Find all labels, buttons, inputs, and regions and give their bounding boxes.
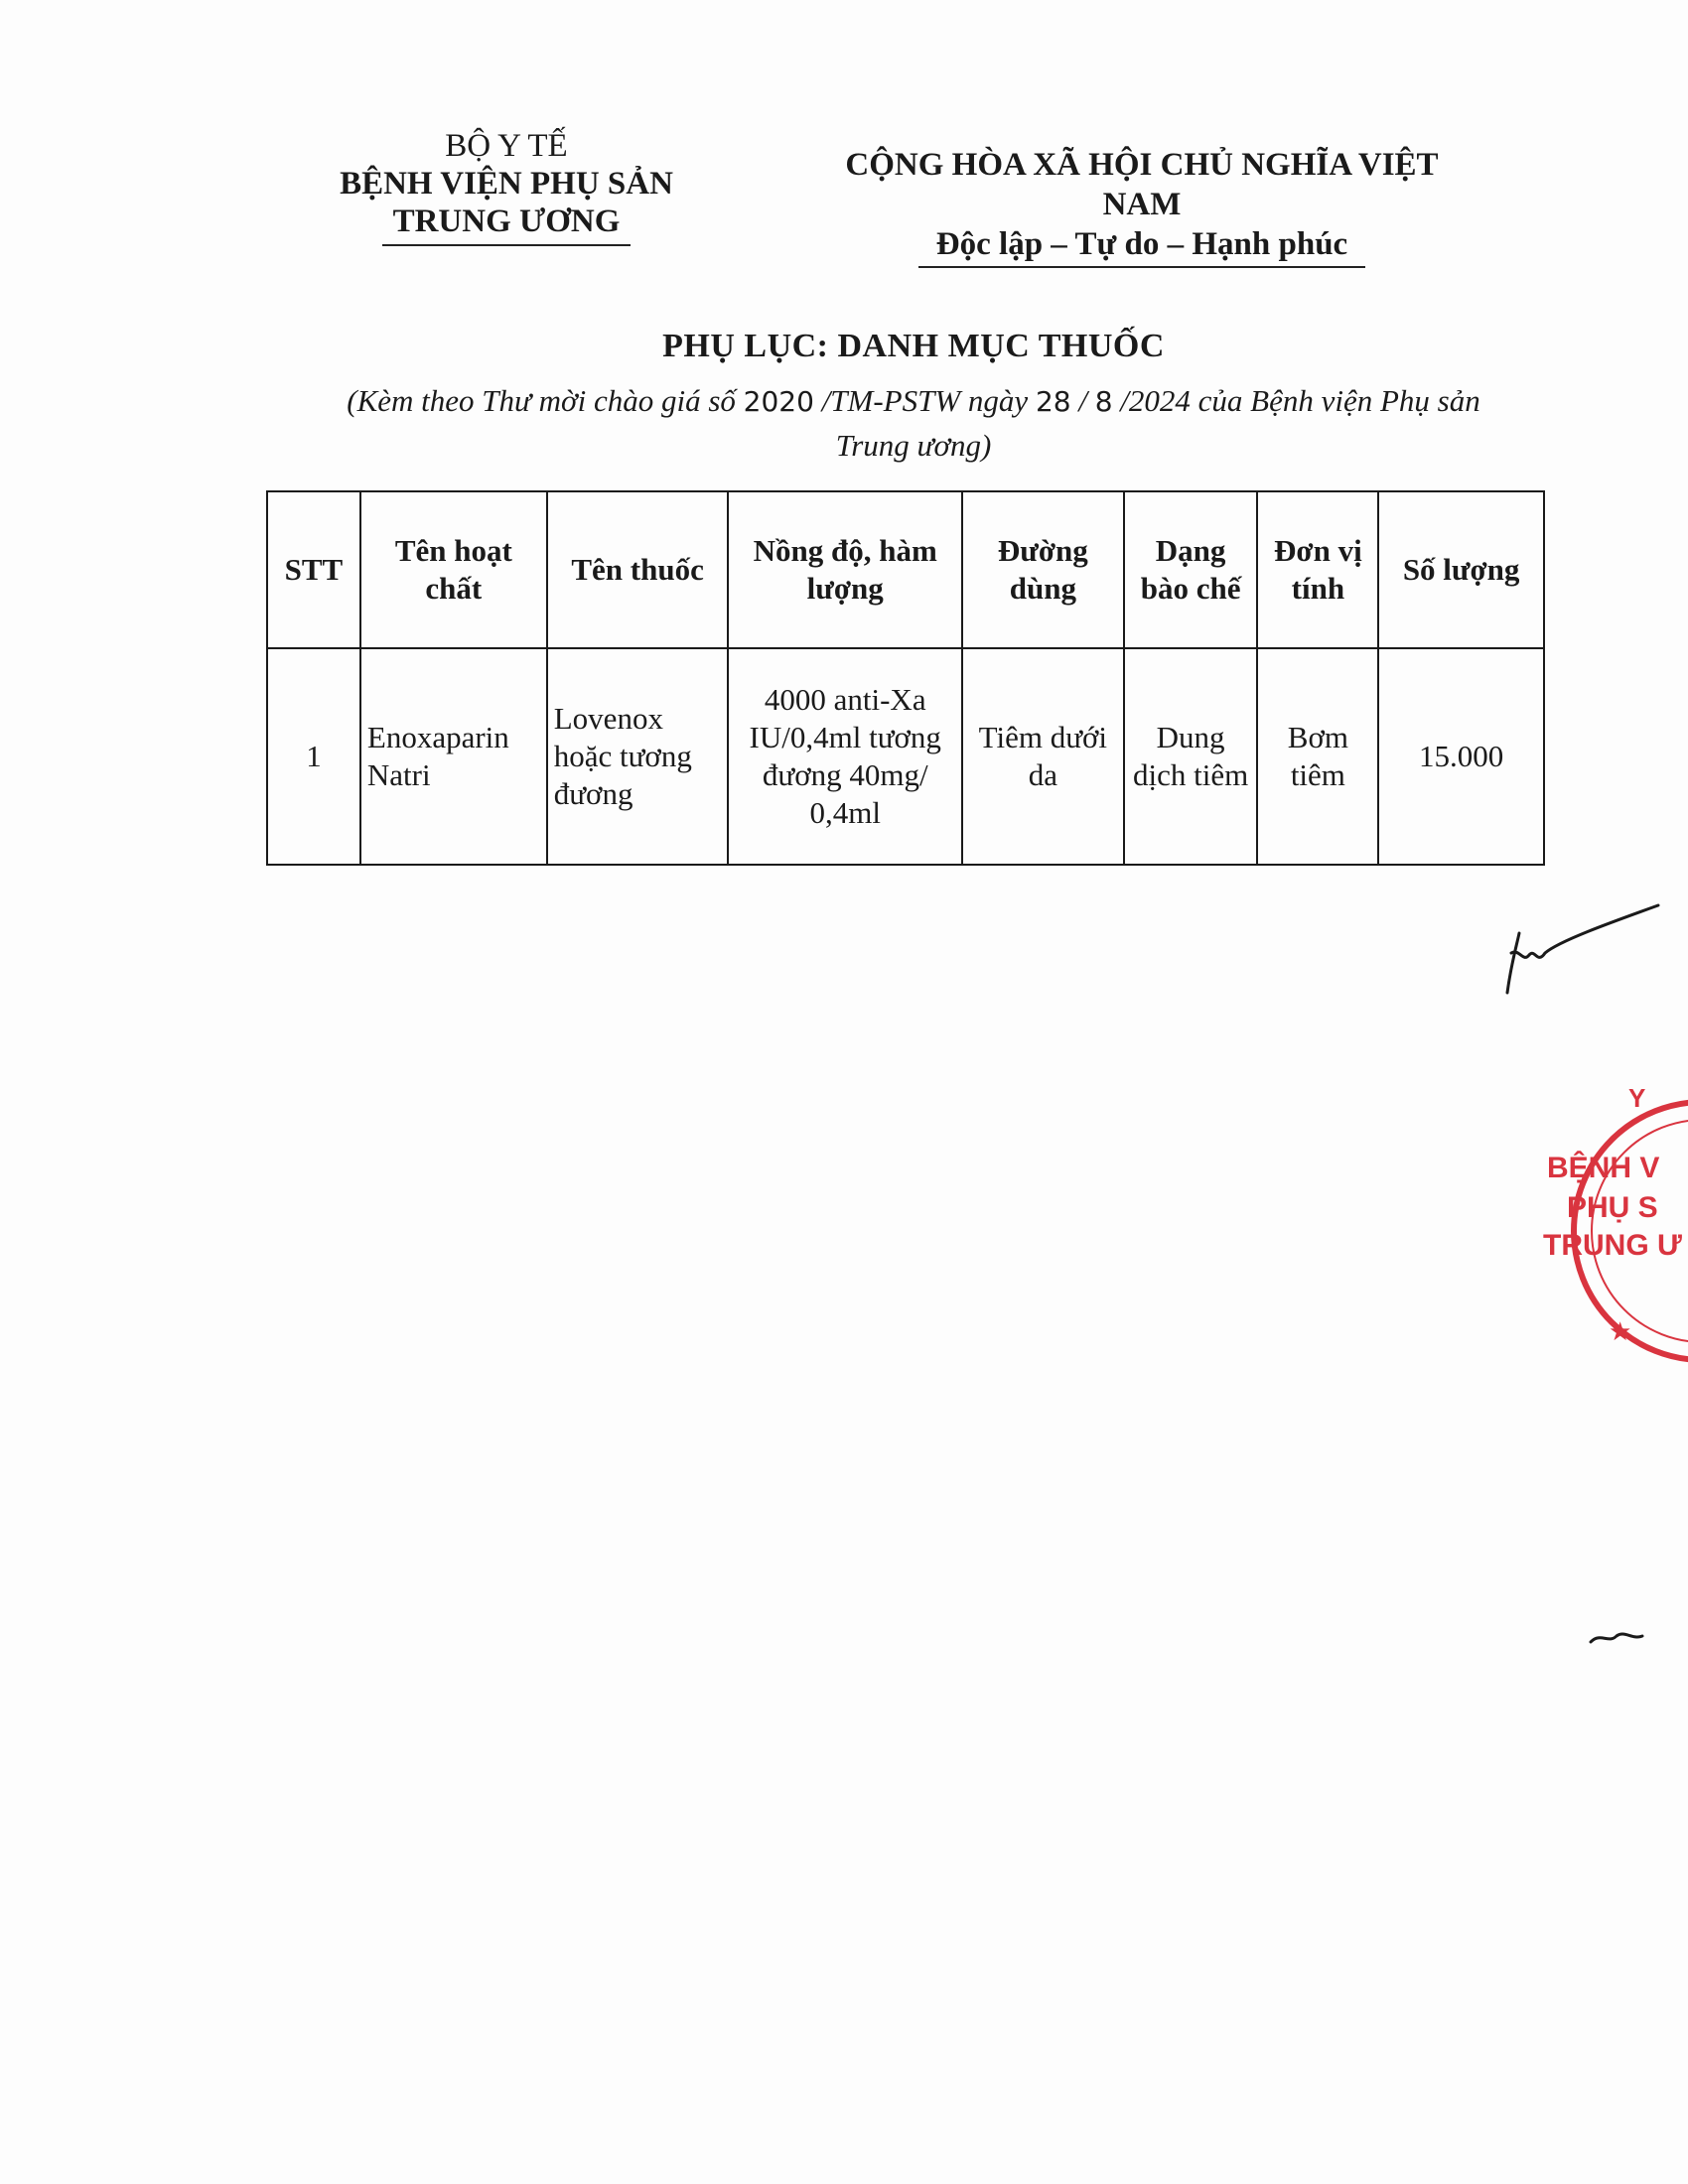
cell-strength: 4000 anti-Xa IU/0,4ml tương đương 40mg/ 0,4ml bbox=[728, 648, 962, 865]
header-left bbox=[308, 127, 705, 246]
subtitle-part2: /TM-PSTW ngày bbox=[813, 383, 1036, 418]
hospital-name: BỆNH VIỆN PHỤ SẢN bbox=[340, 166, 673, 202]
col-header-dosage-form: Dạng bào chế bbox=[1124, 491, 1258, 648]
col-header-route: Đường dùng bbox=[962, 491, 1124, 648]
cell-quantity: 15.000 bbox=[1378, 648, 1544, 865]
col-header-quantity: Số lượng bbox=[1378, 491, 1544, 648]
stamp-line-1: BỆNH V bbox=[1547, 1152, 1660, 1184]
svg-text:★: ★ bbox=[1609, 1317, 1632, 1347]
document-subtitle bbox=[258, 379, 1569, 468]
drug-list-table bbox=[266, 490, 1545, 866]
col-header-strength: Nồng độ, hàm lượng bbox=[728, 491, 962, 648]
ministry-name: BỘ Y TẾ bbox=[445, 128, 568, 164]
country-motto: Độc lập – Tự do – Hạnh phúc bbox=[935, 226, 1348, 262]
stamp-line-3: TRUNG Ư bbox=[1543, 1229, 1682, 1262]
col-header-drug-name: Tên thuốc bbox=[547, 491, 729, 648]
stamp-line-2: PHỤ S bbox=[1567, 1191, 1658, 1224]
country-name: CỘNG HÒA XÃ HỘI CHỦ NGHĨA VIỆT NAM bbox=[845, 147, 1439, 222]
letter-day: 28 bbox=[1035, 385, 1071, 418]
cell-active-ingredient: Enoxaparin Natri bbox=[360, 648, 547, 865]
hospital-name-line2: TRUNG ƯƠNG bbox=[392, 204, 621, 239]
header-right bbox=[814, 145, 1470, 268]
cell-dosage-form: Dung dịch tiêm bbox=[1124, 648, 1258, 865]
document-title: PHỤ LỤC: DANH MỤC THUỐC bbox=[662, 328, 1165, 364]
signature-mark bbox=[1489, 893, 1668, 1003]
col-header-stt: STT bbox=[267, 491, 360, 648]
table-header-row bbox=[267, 491, 1544, 648]
cell-drug-name: Lovenox hoặc tương đương bbox=[547, 648, 729, 865]
col-header-unit: Đơn vị tính bbox=[1257, 491, 1378, 648]
cell-route: Tiêm dưới da bbox=[962, 648, 1124, 865]
subtitle-line2: Trung ương) bbox=[835, 428, 992, 463]
col-header-active-ingredient: Tên hoạt chất bbox=[360, 491, 547, 648]
subtitle-part3: / bbox=[1070, 383, 1095, 418]
cell-stt: 1 bbox=[267, 648, 360, 865]
hospital-stamp bbox=[1529, 1052, 1688, 1370]
cell-unit: Bơm tiêm bbox=[1257, 648, 1378, 865]
header-right-underline bbox=[918, 266, 1365, 268]
letter-month: 8 bbox=[1094, 385, 1113, 418]
subtitle-part4: /2024 của Bệnh viện Phụ sản bbox=[1112, 383, 1480, 418]
letter-number: 2020 bbox=[743, 385, 814, 418]
svg-text:Y: Y bbox=[1628, 1083, 1646, 1113]
table-row bbox=[267, 648, 1544, 865]
subtitle-part1: (Kèm theo Thư mời chào giá số bbox=[347, 383, 744, 418]
header-left-underline bbox=[382, 244, 631, 246]
pen-mark bbox=[1587, 1628, 1646, 1648]
